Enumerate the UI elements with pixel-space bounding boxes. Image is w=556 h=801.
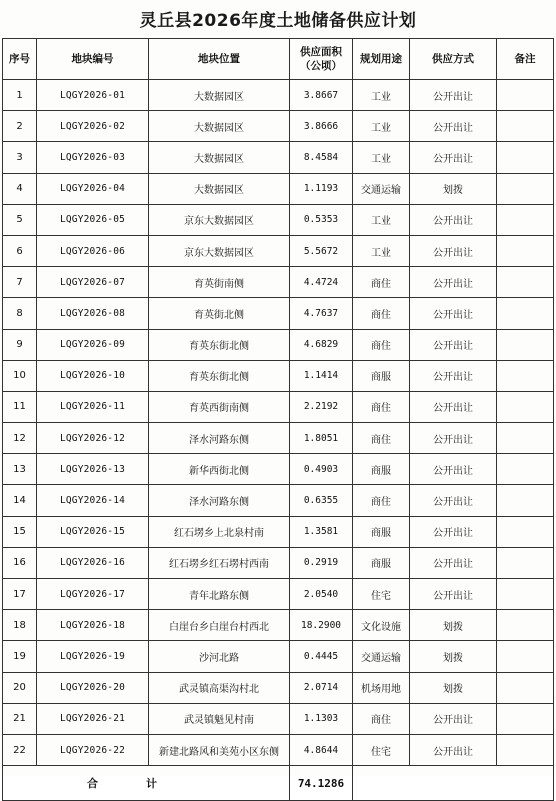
cell-remark: [497, 298, 554, 329]
cell-code: LQGY2026-17: [37, 579, 149, 610]
cell-code: LQGY2026-15: [37, 516, 149, 547]
cell-location: 新建北路风和美苑小区东侧: [149, 734, 290, 765]
cell-remark: [497, 579, 554, 610]
cell-seq: 15: [3, 516, 37, 547]
table-row: [3, 267, 554, 298]
cell-usage: 商服: [353, 454, 410, 485]
cell-area: 1.3581: [290, 516, 353, 547]
cell-usage: 商住: [353, 391, 410, 422]
cell-location: 泽水河路东侧: [149, 423, 290, 454]
cell-area: 2.2192: [290, 391, 353, 422]
cell-code: LQGY2026-14: [37, 485, 149, 516]
table-row: [3, 235, 554, 266]
cell-code: LQGY2026-04: [37, 173, 149, 204]
supply-plan-table: [2, 38, 554, 801]
cell-usage: 机场用地: [353, 672, 410, 703]
cell-remark: [497, 454, 554, 485]
table-row: [3, 610, 554, 641]
cell-method: 划拨: [410, 173, 497, 204]
cell-location: 育英街北侧: [149, 298, 290, 329]
cell-usage: 商服: [353, 360, 410, 391]
cell-code: LQGY2026-09: [37, 329, 149, 360]
cell-remark: [497, 111, 554, 142]
cell-remark: [497, 516, 554, 547]
cell-seq: 14: [3, 485, 37, 516]
cell-area: 18.2900: [290, 610, 353, 641]
cell-usage: 工业: [353, 111, 410, 142]
cell-seq: 13: [3, 454, 37, 485]
cell-method: 公开出让: [410, 329, 497, 360]
table-row: [3, 142, 554, 173]
cell-usage: 住宅: [353, 734, 410, 765]
header-method: 供应方式: [410, 39, 497, 80]
cell-area: 1.8051: [290, 423, 353, 454]
table-row: [3, 734, 554, 765]
cell-usage: 商住: [353, 485, 410, 516]
cell-code: LQGY2026-02: [37, 111, 149, 142]
cell-code: LQGY2026-20: [37, 672, 149, 703]
cell-code: LQGY2026-16: [37, 547, 149, 578]
cell-seq: 4: [3, 173, 37, 204]
total-row: [3, 766, 554, 801]
cell-code: LQGY2026-13: [37, 454, 149, 485]
header-code: 地块编号: [37, 39, 149, 80]
cell-method: 公开出让: [410, 547, 497, 578]
cell-area: 3.8667: [290, 80, 353, 111]
cell-method: 公开出让: [410, 235, 497, 266]
cell-method: 公开出让: [410, 298, 497, 329]
cell-usage: 交通运输: [353, 641, 410, 672]
cell-seq: 1: [3, 80, 37, 111]
cell-usage: 商服: [353, 516, 410, 547]
table-row: [3, 298, 554, 329]
cell-method: 划拨: [410, 610, 497, 641]
cell-seq: 20: [3, 672, 37, 703]
header-remark: 备注: [497, 39, 554, 80]
table-row: [3, 454, 554, 485]
table-row: [3, 391, 554, 422]
cell-code: LQGY2026-10: [37, 360, 149, 391]
cell-usage: 工业: [353, 142, 410, 173]
table-row: [3, 423, 554, 454]
cell-area: 0.6355: [290, 485, 353, 516]
cell-area: 5.5672: [290, 235, 353, 266]
cell-usage: 商住: [353, 267, 410, 298]
cell-method: 划拨: [410, 672, 497, 703]
cell-usage: 文化设施: [353, 610, 410, 641]
cell-location: 育英东街北侧: [149, 329, 290, 360]
cell-method: 公开出让: [410, 204, 497, 235]
header-area: 供应面积 （公顷）: [290, 39, 353, 80]
cell-remark: [497, 391, 554, 422]
cell-seq: 17: [3, 579, 37, 610]
total-area: 74.1286: [290, 766, 353, 801]
cell-method: 公开出让: [410, 111, 497, 142]
cell-area: 0.4903: [290, 454, 353, 485]
cell-code: LQGY2026-03: [37, 142, 149, 173]
cell-method: 公开出让: [410, 80, 497, 111]
table-row: [3, 641, 554, 672]
cell-location: 武灵镇高渠沟村北: [149, 672, 290, 703]
table-row: [3, 672, 554, 703]
cell-usage: 工业: [353, 204, 410, 235]
table-row: [3, 204, 554, 235]
cell-area: 0.5353: [290, 204, 353, 235]
cell-code: LQGY2026-07: [37, 267, 149, 298]
cell-area: 4.4724: [290, 267, 353, 298]
cell-method: 公开出让: [410, 142, 497, 173]
cell-remark: [497, 204, 554, 235]
cell-location: 育英街南侧: [149, 267, 290, 298]
cell-seq: 22: [3, 734, 37, 765]
cell-area: 8.4584: [290, 142, 353, 173]
cell-seq: 21: [3, 703, 37, 734]
cell-remark: [497, 485, 554, 516]
cell-usage: 商住: [353, 329, 410, 360]
table-row: [3, 547, 554, 578]
cell-location: 武灵镇魁见村南: [149, 703, 290, 734]
cell-remark: [497, 80, 554, 111]
cell-seq: 3: [3, 142, 37, 173]
header-seq: 序号: [3, 39, 37, 80]
cell-location: 大数据园区: [149, 80, 290, 111]
cell-remark: [497, 734, 554, 765]
cell-remark: [497, 173, 554, 204]
cell-remark: [497, 703, 554, 734]
cell-code: LQGY2026-11: [37, 391, 149, 422]
cell-method: 公开出让: [410, 360, 497, 391]
cell-remark: [497, 360, 554, 391]
cell-seq: 8: [3, 298, 37, 329]
cell-code: LQGY2026-01: [37, 80, 149, 111]
cell-remark: [497, 329, 554, 360]
cell-method: 公开出让: [410, 579, 497, 610]
total-label-cell: [3, 766, 290, 801]
cell-location: 红石塄乡红石塄村西南: [149, 547, 290, 578]
table-header-row: [3, 39, 554, 80]
cell-location: 京东大数据园区: [149, 235, 290, 266]
cell-area: 2.0714: [290, 672, 353, 703]
cell-remark: [497, 423, 554, 454]
table-row: [3, 579, 554, 610]
cell-usage: 交通运输: [353, 173, 410, 204]
total-label: 合计: [87, 777, 205, 791]
cell-area: 0.2919: [290, 547, 353, 578]
cell-usage: 住宅: [353, 579, 410, 610]
cell-code: LQGY2026-21: [37, 703, 149, 734]
cell-seq: 6: [3, 235, 37, 266]
cell-usage: 商住: [353, 423, 410, 454]
header-location: 地块位置: [149, 39, 290, 80]
cell-usage: 工业: [353, 80, 410, 111]
cell-area: 1.1193: [290, 173, 353, 204]
cell-code: LQGY2026-19: [37, 641, 149, 672]
cell-seq: 9: [3, 329, 37, 360]
cell-code: LQGY2026-05: [37, 204, 149, 235]
cell-seq: 7: [3, 267, 37, 298]
cell-location: 泽水河路东侧: [149, 485, 290, 516]
cell-location: 大数据园区: [149, 173, 290, 204]
cell-location: 红石塄乡上北泉村南: [149, 516, 290, 547]
cell-location: 新华西街北侧: [149, 454, 290, 485]
cell-seq: 5: [3, 204, 37, 235]
cell-method: 公开出让: [410, 391, 497, 422]
cell-area: 1.1414: [290, 360, 353, 391]
cell-usage: 商住: [353, 703, 410, 734]
table-row: [3, 173, 554, 204]
cell-location: 大数据园区: [149, 142, 290, 173]
cell-remark: [497, 610, 554, 641]
cell-seq: 11: [3, 391, 37, 422]
cell-code: LQGY2026-22: [37, 734, 149, 765]
table-row: [3, 703, 554, 734]
cell-method: 公开出让: [410, 267, 497, 298]
cell-code: LQGY2026-18: [37, 610, 149, 641]
cell-usage: 工业: [353, 235, 410, 266]
cell-location: 白崖台乡白崖台村西北: [149, 610, 290, 641]
cell-code: LQGY2026-06: [37, 235, 149, 266]
table-row: [3, 329, 554, 360]
cell-method: 公开出让: [410, 454, 497, 485]
table-row: [3, 485, 554, 516]
cell-seq: 16: [3, 547, 37, 578]
cell-usage: 商服: [353, 547, 410, 578]
cell-seq: 19: [3, 641, 37, 672]
cell-method: 公开出让: [410, 485, 497, 516]
header-usage: 规划用途: [353, 39, 410, 80]
cell-area: 4.6829: [290, 329, 353, 360]
cell-seq: 2: [3, 111, 37, 142]
cell-method: 划拨: [410, 641, 497, 672]
cell-seq: 10: [3, 360, 37, 391]
cell-remark: [497, 547, 554, 578]
cell-remark: [497, 672, 554, 703]
cell-seq: 18: [3, 610, 37, 641]
page-title: 灵丘县2026年度土地储备供应计划: [139, 11, 417, 31]
cell-location: 沙河北路: [149, 641, 290, 672]
table-row: [3, 360, 554, 391]
cell-method: 公开出让: [410, 734, 497, 765]
cell-area: 4.8644: [290, 734, 353, 765]
cell-code: LQGY2026-08: [37, 298, 149, 329]
cell-location: 育英东街北侧: [149, 360, 290, 391]
table-row: [3, 111, 554, 142]
cell-seq: 12: [3, 423, 37, 454]
table-body: [3, 80, 554, 766]
cell-code: LQGY2026-12: [37, 423, 149, 454]
total-blank: [353, 766, 554, 801]
cell-method: 公开出让: [410, 703, 497, 734]
cell-remark: [497, 142, 554, 173]
cell-area: 1.1303: [290, 703, 353, 734]
cell-area: 2.0540: [290, 579, 353, 610]
cell-method: 公开出让: [410, 423, 497, 454]
cell-remark: [497, 235, 554, 266]
cell-location: 京东大数据园区: [149, 204, 290, 235]
cell-area: 4.7637: [290, 298, 353, 329]
table-row: [3, 80, 554, 111]
cell-area: 3.8666: [290, 111, 353, 142]
cell-method: 公开出让: [410, 516, 497, 547]
cell-location: 育英西街南侧: [149, 391, 290, 422]
cell-usage: 商住: [353, 298, 410, 329]
cell-area: 0.4445: [290, 641, 353, 672]
cell-location: 大数据园区: [149, 111, 290, 142]
cell-remark: [497, 267, 554, 298]
cell-location: 青年北路东侧: [149, 579, 290, 610]
table-row: [3, 516, 554, 547]
cell-remark: [497, 641, 554, 672]
